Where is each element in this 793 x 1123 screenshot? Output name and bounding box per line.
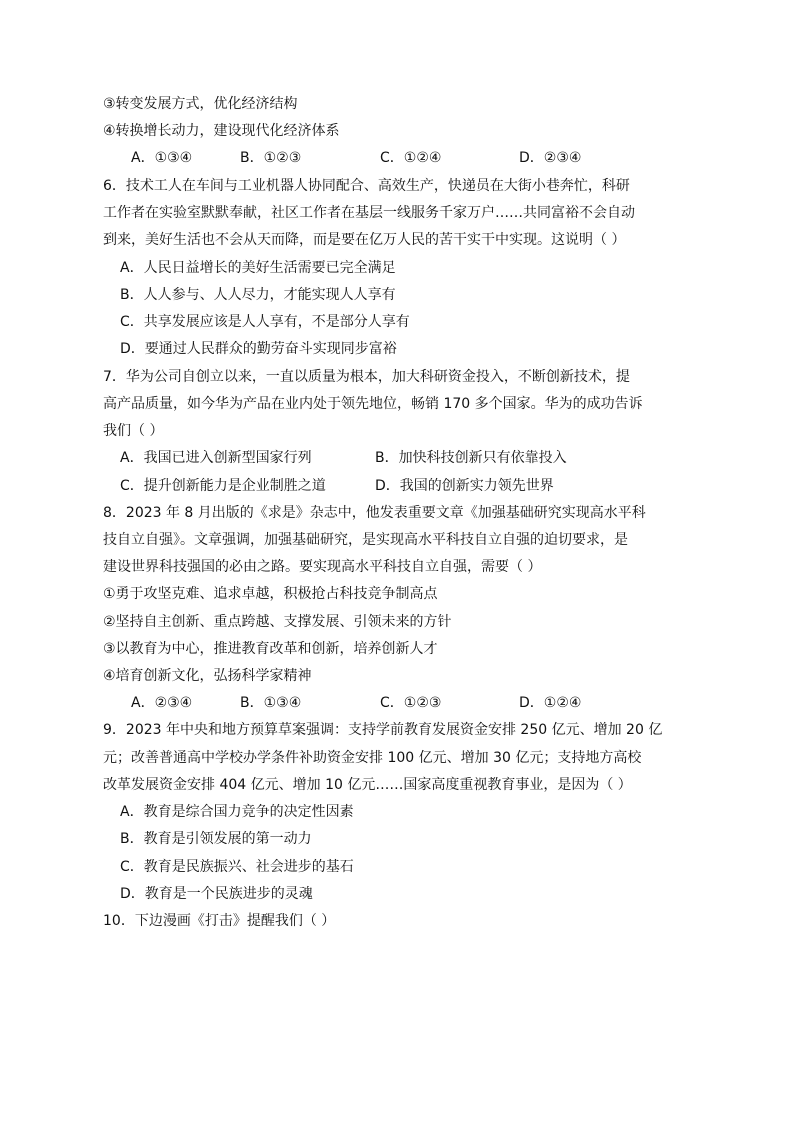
q6-option-c: C．共享发展应该是人人享有，不是部分人享有 [120,314,410,330]
q7-stem-line-1: 7．华为公司自创立以来，一直以质量为根本，加大科研资金投入，不断创新技术，提 [103,369,630,385]
q9-option-a: A．教育是综合国力竞争的决定性因素 [120,804,354,820]
q10-stem: 10．下边漫画《打击》提醒我们（ ） [103,913,336,929]
q8-stem-line-1: 8．2023 年 8 月出版的《求是》杂志中，他发表重要文章《加强基础研究实现高水平科 [103,505,646,521]
q8-choice-c: C．①②③ [380,695,442,711]
prev-item-4: ④转换增长动力，建设现代化经济体系 [103,123,340,139]
q8-stem-line-2: 技自立自强》。文章强调，加强基础研究，是实现高水平科技自立自强的迫切要求，是 [103,532,628,548]
q8-item-4: ④培育创新文化，弘扬科学家精神 [103,668,312,684]
q6-stem-line-2: 工作者在实验室默默奉献，社区工作者在基层一线服务千家万户……共同富裕不会自动 [103,205,635,221]
q6-option-b: B．人人参与、人人尽力，才能实现人人享有 [120,287,396,303]
q8-item-1: ①勇于攻坚克难、追求卓越，积极抢占科技竞争制高点 [103,586,438,602]
q8-item-3: ③以教育为中心，推进教育改革和创新，培养创新人才 [103,641,438,657]
q9-stem-line-1: 9．2023 年中央和地方预算草案强调：支持学前教育发展资金安排 250 亿元、增加 20 亿 [103,722,663,738]
prev-choice-a: A．①③④ [131,150,193,166]
q9-stem-line-2: 元；改善普通高中学校办学条件补助资金安排 100 亿元、增加 30 亿元；支持地方高校 [103,750,642,766]
q9-stem-line-3: 改革发展资金安排 404 亿元、增加 10 亿元……国家高度重视教育事业，是因为（ ） [103,777,632,793]
q7-stem-line-3: 我们（ ） [103,423,164,439]
q6-option-d: D．要通过人民群众的勤劳奋斗实现同步富裕 [120,341,397,357]
q6-stem-line-1: 6．技术工人在车间与工业机器人协同配合、高效生产，快递员在大街小巷奔忙，科研 [103,178,630,194]
q7-option-d: D．我国的创新实力领先世界 [375,478,554,494]
q7-option-c: C．提升创新能力是企业制胜之道 [120,478,326,494]
prev-choice-b: B．①②③ [240,150,302,166]
q8-choice-b: B．①③④ [240,695,302,711]
q8-item-2: ②坚持自主创新、重点跨越、支撑发展、引领未来的方针 [103,614,452,630]
q9-option-b: B．教育是引领发展的第一动力 [120,831,312,847]
prev-choice-d: D．②③④ [519,150,582,166]
q8-choice-d: D．①②④ [519,695,582,711]
q9-option-d: D．教育是一个民族进步的灵魂 [120,886,313,902]
q6-stem-line-3: 到来，美好生活也不会从天而降，而是要在亿万人民的苦干实干中实现。这说明（ ） [103,232,626,248]
q9-option-c: C．教育是民族振兴、社会进步的基石 [120,859,354,875]
q8-choice-a: A．②③④ [131,695,193,711]
q7-stem-line-2: 高产品质量，如今华为产品在业内处于领先地位，畅销 170 多个国家。华为的成功告诉 [103,396,643,412]
q6-option-a: A．人民日益增长的美好生活需要已完全满足 [120,260,396,276]
q7-option-b: B．加快科技创新只有依靠投入 [375,450,567,466]
prev-item-3: ③转变发展方式，优化经济结构 [103,96,298,112]
q7-option-a: A．我国已进入创新型国家行列 [120,450,312,466]
prev-choice-c: C．①②④ [380,150,442,166]
q8-stem-line-3: 建设世界科技强国的必由之路。要实现高水平科技自立自强，需要（ ） [103,559,542,575]
